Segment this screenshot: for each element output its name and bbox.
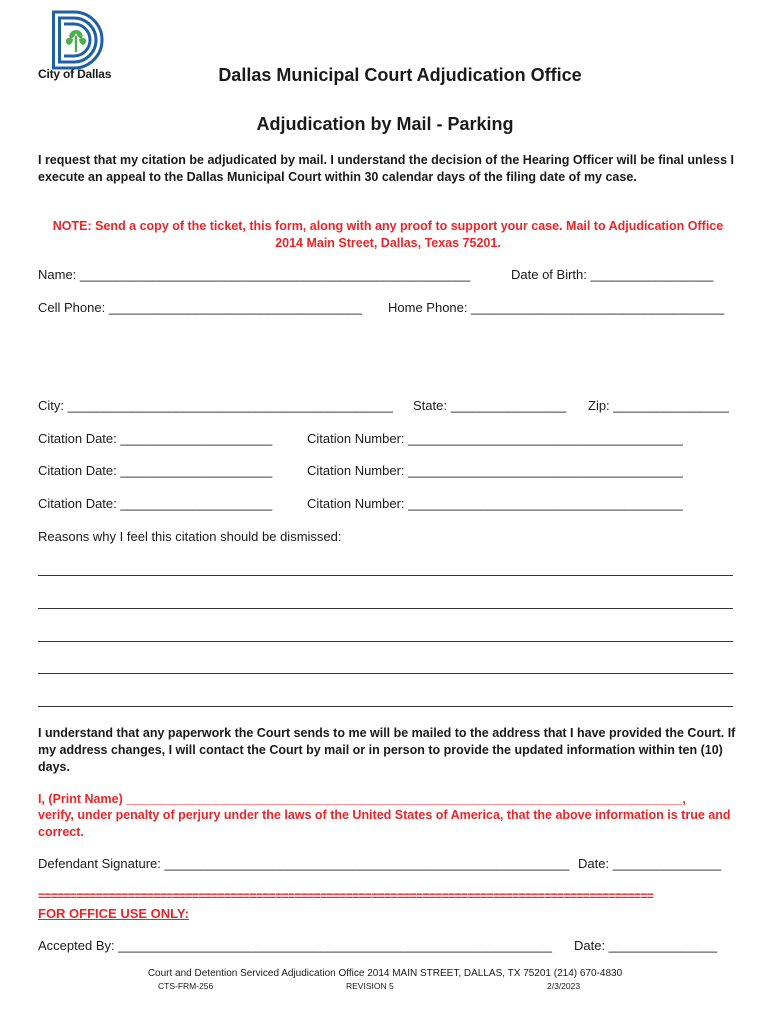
reasons-label: Reasons why I feel this citation should be dismissed: <box>38 529 342 544</box>
footer-address: Court and Detention Serviced Adjudication Office 2014 MAIN STREET, DALLAS, TX 75201 (214) 670-4830 <box>147 968 623 979</box>
office-use-heading: FOR OFFICE USE ONLY: <box>38 906 189 921</box>
citation-date-field[interactable]: Citation Date: _____________________ <box>38 496 273 511</box>
citation-number-field[interactable]: Citation Number: ______________________________________ <box>307 431 683 446</box>
intro-paragraph: I request that my citation be adjudicated by mail. I understand the decision of the Hearing Officer will be final unless I execute an appeal to the Dallas Municipal Court within 30 calendar days of the filing date of my case. <box>38 153 734 184</box>
name-field[interactable]: Name: ______________________________________________________ <box>38 267 471 282</box>
signature-date-field[interactable]: Date: _______________ <box>578 856 722 871</box>
print-name-field[interactable]: I, (Print Name) ________________________________________________________________________________, <box>38 792 686 806</box>
citation-number-field[interactable]: Citation Number: ______________________________________ <box>307 463 683 478</box>
cell-phone-field[interactable]: Cell Phone: ___________________________________ <box>38 300 362 315</box>
perjury-statement: verify, under penalty of perjury under the laws of the United States of America, that the above information is true and correct. <box>38 808 731 839</box>
citation-date-field[interactable]: Citation Date: _____________________ <box>38 463 273 478</box>
citation-number-field[interactable]: Citation Number: ______________________________________ <box>307 496 683 511</box>
accepted-date-field[interactable]: Date: _______________ <box>574 938 718 953</box>
state-field[interactable]: State: ________________ <box>413 398 567 413</box>
reason-line[interactable] <box>38 608 733 609</box>
reason-line[interactable] <box>38 641 733 642</box>
accepted-by-field[interactable]: Accepted By: ____________________________________________________________ <box>38 938 553 953</box>
page-title: Dallas Municipal Court Adjudication Office <box>218 65 582 85</box>
city-field[interactable]: City: _____________________________________________ <box>38 398 393 413</box>
citation-date-field[interactable]: Citation Date: _____________________ <box>38 431 273 446</box>
date-of-birth-field[interactable]: Date of Birth: _________________ <box>511 267 714 282</box>
zip-field[interactable]: Zip: ________________ <box>588 398 729 413</box>
form-subtitle: Adjudication by Mail - Parking <box>256 114 514 134</box>
revision: REVISION 5 <box>346 981 394 991</box>
reason-line[interactable] <box>38 673 733 674</box>
mailing-note: NOTE: Send a copy of the ticket, this form, along with any proof to support your case. Mail to Adjudication Office 2014 Main Street, Dallas, Texas 75201. <box>52 219 724 250</box>
revision-date: 2/3/2023 <box>547 981 581 991</box>
defendant-signature-field[interactable]: Defendant Signature: ________________________________________________________ <box>38 856 570 871</box>
home-phone-field[interactable]: Home Phone: ___________________________________ <box>388 300 725 315</box>
logo-text: City of Dallas <box>38 67 112 81</box>
reason-line[interactable] <box>38 575 733 576</box>
separator-line: ================================================================================================ <box>38 889 654 903</box>
form-id: CTS-FRM-256 <box>158 981 214 991</box>
address-understanding-paragraph: I understand that any paperwork the Court sends to me will be mailed to the address that I have provided the Court. If my address changes, I will contact the Court by mail or in person to provide the updated information within ten (10) days. <box>38 726 736 774</box>
reason-line[interactable] <box>38 706 733 707</box>
